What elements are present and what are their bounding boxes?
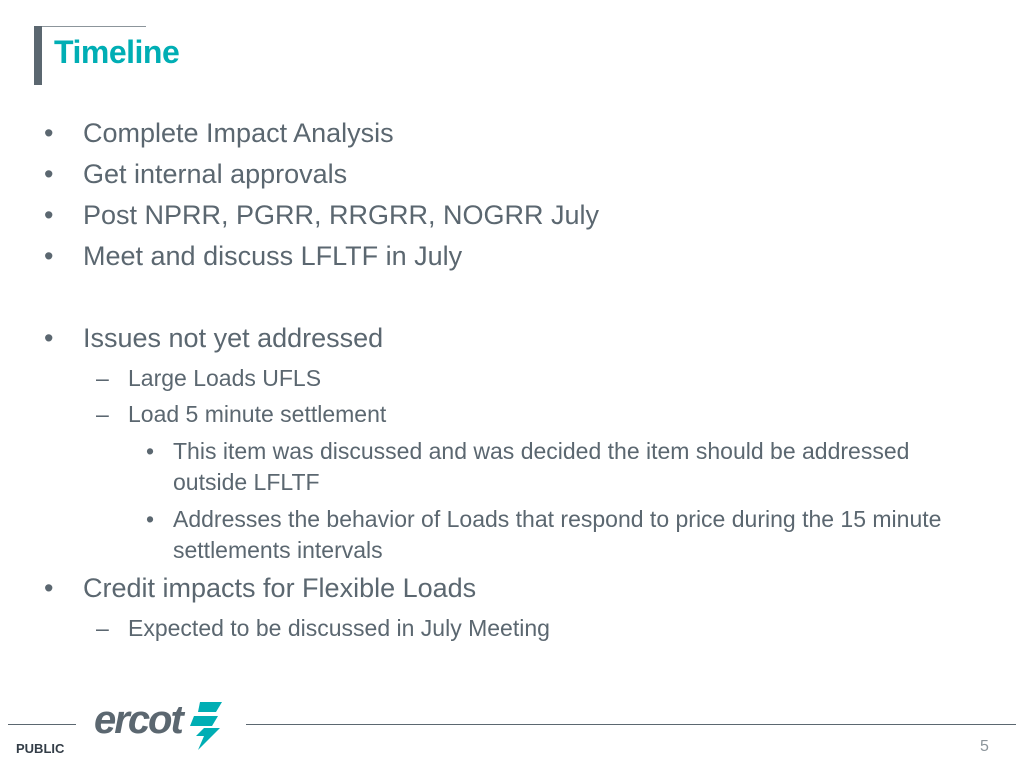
page-number: 5	[980, 738, 989, 755]
bullet-item: Get internal approvals	[83, 159, 348, 189]
credit-heading: Credit impacts for Flexible Loads	[83, 573, 477, 603]
title-rule	[34, 26, 146, 27]
issues-detail: This item was discussed and was decided the item should be addressed outside LFLTF	[173, 438, 910, 495]
lightning-bolt-icon	[186, 700, 226, 752]
slide-title: Timeline	[54, 34, 180, 70]
bullet-marker: •	[44, 200, 54, 230]
dash-marker: –	[96, 615, 109, 641]
bullet-item: Complete Impact Analysis	[83, 118, 394, 148]
footer-rule-right	[246, 724, 1016, 725]
bullet-marker: •	[146, 506, 155, 532]
bullet-marker: •	[44, 241, 54, 271]
footer-rule-left	[8, 724, 76, 725]
bullet-marker: •	[44, 159, 54, 189]
bullet-marker: •	[44, 323, 54, 353]
logo-wordmark: ercot	[94, 698, 182, 742]
bullet-marker: •	[44, 573, 54, 603]
bullet-marker: •	[44, 118, 54, 148]
dash-marker: –	[96, 401, 109, 427]
issues-sub-item: Large Loads UFLS	[128, 365, 322, 391]
bullet-marker: •	[146, 438, 155, 464]
bullet-item: Post NPRR, PGRR, RRGRR, NOGRR July	[83, 200, 600, 230]
ercot-logo	[94, 698, 229, 754]
issues-sub-item: Load 5 minute settlement	[128, 401, 387, 427]
dash-marker: –	[96, 365, 109, 391]
title-accent-bar	[34, 26, 42, 85]
classification-label: PUBLIC	[16, 741, 65, 756]
credit-sub-item: Expected to be discussed in July Meeting	[128, 615, 550, 641]
issues-heading: Issues not yet addressed	[83, 323, 384, 353]
bullet-item: Meet and discuss LFLTF in July	[83, 241, 463, 271]
issues-detail: Addresses the behavior of Loads that respond to price during the 15 minute settlements intervals	[173, 506, 942, 563]
